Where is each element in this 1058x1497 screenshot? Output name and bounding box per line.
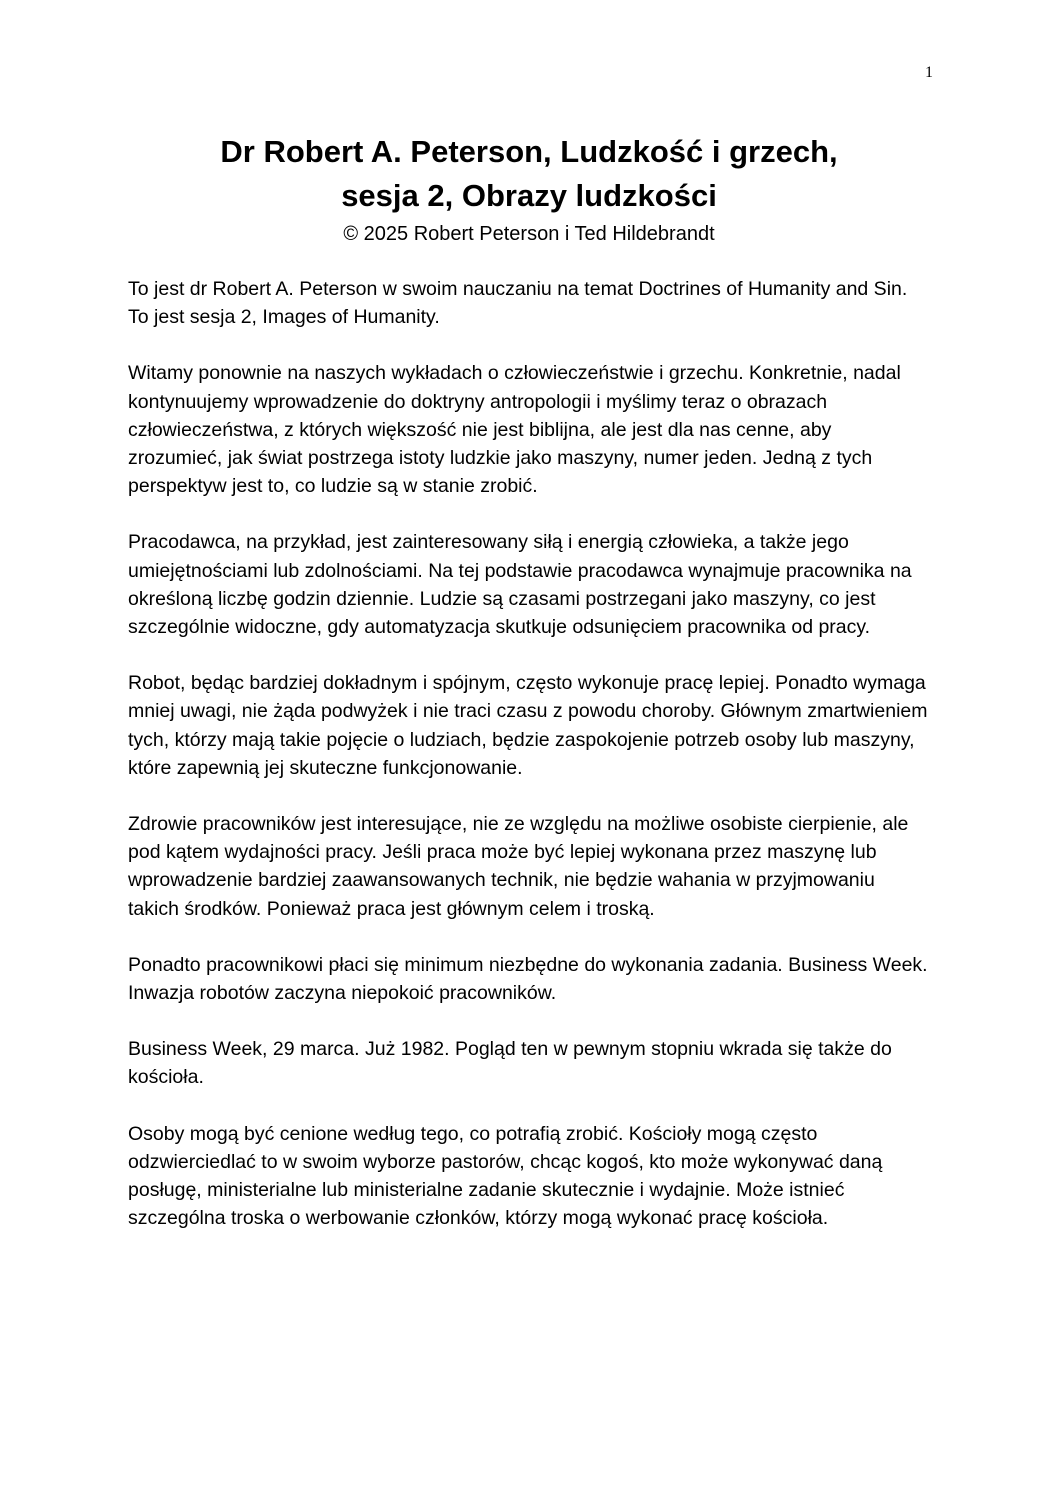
- paragraph-health: Zdrowie pracowników jest interesujące, nie ze względu na możliwe osobiste cierpienie, ale pod kątem wydajności pracy. Jeśli praca może być lepiej wykonana przez maszynę lub wprowadzenie bardziej zaawansowanych technik, nie będzie wahania w przyjmowaniu takich środków. Ponieważ praca jest głównym celem i troską.: [128, 813, 909, 920]
- copyright-notice: © 2025 Robert Peterson i Ted Hildebrandt: [343, 223, 715, 245]
- paragraph-church: Osoby mogą być cenione według tego, co potrafią zrobić. Kościoły mogą często odzwierciedlać to w swoim wyborze pastorów, chcąc kogoś, kto może wykonywać daną posługę, ministerialne lub ministerialne zadanie skutecznie i wydajnie. Może istnieć szczególna troska o werbowanie członków, którzy mogą wykonać pracę kościoła.: [128, 1122, 883, 1230]
- paragraph-intro: To jest dr Robert A. Peterson w swoim nauczaniu na temat Doctrines of Humanity and Sin. To jest sesja 2, Images of Humanity.: [128, 278, 908, 329]
- page-number: 1: [925, 64, 933, 81]
- paragraph-employer: Pracodawca, na przykład, jest zainteresowany siłą i energią człowieka, a także jego umiejętnościami lub zdolnościami. Na tej podstawie pracodawca wynajmuje pracownika na określoną liczbę godzin dziennie. Ludzie są czasami postrzegani jako maszyny, co jest szczególnie widoczne, gdy automatyzacja skutkuje odsunięciem pracownika od pracy.: [128, 531, 912, 639]
- page-title-line-2: sesja 2, Obrazy ludzkości: [341, 178, 717, 213]
- document-header: [0, 130, 1058, 248]
- paragraph-robot: Robot, będąc bardziej dokładnym i spójnym, często wykonuje pracę lepiej. Ponadto wymaga mniej uwagi, nie żąda podwyżek i nie traci czasu z powodu choroby. Głównym zmartwieniem tych, którzy mają takie pojęcie o ludziach, będzie zaspokojenie potrzeb osoby lub maszyny, które zapewnią jej skuteczne funkcjonowanie.: [128, 672, 928, 779]
- paragraph-business-week: Business Week, 29 marca. Już 1982. Pogląd ten w pewnym stopniu wkrada się także do kościoła.: [128, 1038, 892, 1089]
- document-body: [128, 275, 930, 1260]
- paragraph-welcome: Witamy ponownie na naszych wykładach o człowieczeństwie i grzechu. Konkretnie, nadal kontynuujemy wprowadzenie do doktryny antropologii i myślimy teraz o obrazach człowieczeństwa, z których większość nie jest biblijna, ale jest dla nas cenne, aby zrozumieć, jak świat postrzega istoty ludzkie jako maszyny, numer jeden. Jedną z tych perspektyw jest to, co ludzie są w stanie zrobić.: [128, 362, 901, 498]
- page-title-line-1: Dr Robert A. Peterson, Ludzkość i grzech,: [220, 134, 838, 169]
- paragraph-minimum-pay: Ponadto pracownikowi płaci się minimum niezbędne do wykonania zadania. Business Week. Inwazja robotów zaczyna niepokoić pracowników.: [128, 953, 928, 1005]
